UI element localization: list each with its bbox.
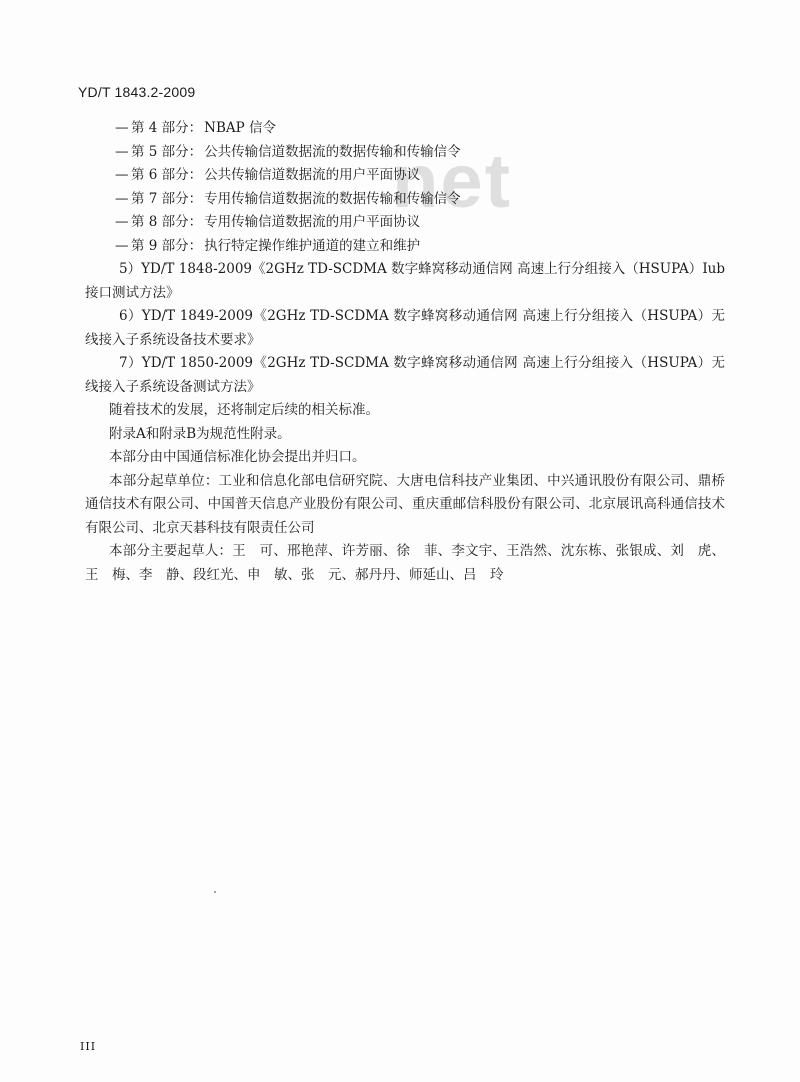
reference-item-6: 6）YD/T 1849-2009《2GHz TD-SCDMA 数字蜂窝移动通信网 高速上行分组接入（HSUPA）无线接入子系统设备技术要求》 bbox=[85, 308, 725, 348]
part-label: 第 5 部分： bbox=[131, 143, 203, 160]
part-label: 第 4 部分： bbox=[131, 120, 203, 136]
part-title: 执行特定操作维护通道的建立和维护 bbox=[204, 237, 421, 254]
part-title: NBAP 信令 bbox=[204, 120, 277, 136]
part-item-5 bbox=[85, 141, 725, 165]
part-title: 专用传输信道数据流的数据传输和传输信令 bbox=[204, 190, 461, 207]
drafting-units-paragraph: 本部分起草单位：工业和信息化部电信研究院、大唐电信科技产业集团、中兴通讯股份有限公司、鼎桥通信技术有限公司、中国普天信息产业股份有限公司、重庆重邮信科股份有限公司、北京展讯高科通信技术有限公司、北京天碁科技有限责任公司 bbox=[85, 472, 725, 536]
proposer-paragraph: 本部分由中国通信标准化协会提出并归口。 bbox=[109, 449, 366, 465]
drafters-paragraph: 本部分主要起草人：王 可、邢艳萍、许芳丽、徐 菲、李文宇、王浩然、沈东栋、张银成、刘 虎、王 梅、李 静、段红光、申 敏、张 元、郝丹丹、师延山、吕 玲 bbox=[85, 543, 725, 583]
part-title: 公共传输信道数据流的用户平面协议 bbox=[204, 167, 421, 183]
part-dash: — bbox=[115, 237, 129, 254]
part-label: 第 8 部分： bbox=[131, 214, 203, 230]
development-paragraph: 随着技术的发展，还将制定后续的相关标准。 bbox=[109, 402, 379, 418]
part-dash: — bbox=[115, 120, 129, 136]
part-item-6 bbox=[85, 164, 725, 188]
reference-item-5: 5）YD/T 1848-2009《2GHz TD-SCDMA 数字蜂窝移动通信网 高速上行分组接入（HSUPA）Iub 接口测试方法》 bbox=[85, 261, 725, 301]
page-number: III bbox=[80, 1040, 97, 1053]
part-dash: — bbox=[115, 214, 129, 230]
part-dash: — bbox=[115, 167, 129, 183]
part-title: 公共传输信道数据流的数据传输和传输信令 bbox=[204, 143, 461, 160]
scan-speck bbox=[214, 891, 216, 893]
part-title: 专用传输信道数据流的用户平面协议 bbox=[204, 214, 421, 230]
part-label: 第 6 部分： bbox=[131, 167, 203, 183]
part-item-4 bbox=[85, 117, 725, 141]
part-label: 第 9 部分： bbox=[131, 237, 203, 254]
part-label: 第 7 部分： bbox=[131, 190, 203, 207]
part-item-8 bbox=[85, 211, 725, 235]
part-item-7 bbox=[85, 188, 725, 212]
part-dash: — bbox=[115, 143, 129, 160]
watermark: net bbox=[392, 139, 512, 224]
reference-item-7: 7）YD/T 1850-2009《2GHz TD-SCDMA 数字蜂窝移动通信网 高速上行分组接入（HSUPA）无线接入子系统设备测试方法》 bbox=[85, 355, 725, 395]
page-content bbox=[85, 117, 725, 587]
standard-code: YD/T 1843.2-2009 bbox=[78, 84, 196, 100]
annex-paragraph: 附录A和附录B为规范性附录。 bbox=[109, 425, 291, 442]
part-item-9 bbox=[85, 235, 725, 259]
part-dash: — bbox=[115, 190, 129, 207]
